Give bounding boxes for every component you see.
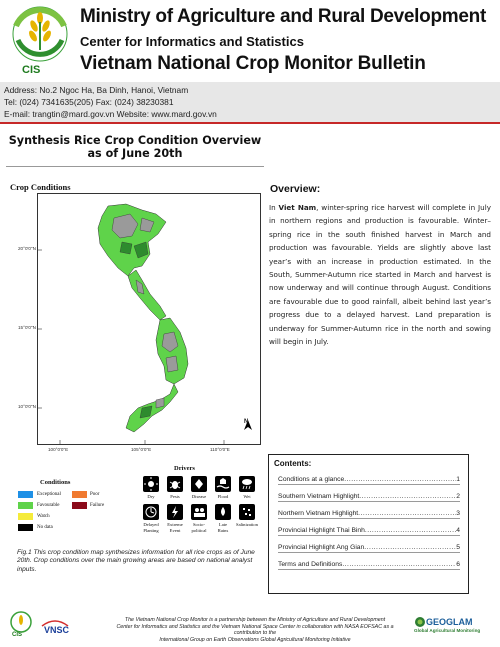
vietnam-map: [38, 194, 260, 444]
drivers-title: Drivers: [174, 465, 195, 472]
contents-item[interactable]: Conditions at a glance ..... 1: [278, 476, 460, 485]
contents-item[interactable]: Northern Vietnam Highlight ..... 3: [278, 510, 460, 519]
legend-swatch-nodata: [18, 524, 33, 531]
driver-label: Wet: [243, 494, 251, 499]
lon-label: 105°0'0"E: [131, 447, 152, 452]
lat-label: 20°0'0"N: [18, 246, 36, 251]
lat-label: 10°0'0"N: [18, 404, 36, 409]
ministry-title: Ministry of Agriculture and Rural Development: [80, 6, 486, 27]
phone-line: Tel: (024) 7341635(205) Fax: (024) 38230381: [4, 97, 174, 107]
driver-label: Extreme Event: [167, 522, 183, 533]
late-rains-icon: [215, 504, 231, 520]
disease-icon: [191, 476, 207, 492]
logo-text: CIS: [22, 64, 41, 76]
driver-label: Disease: [191, 494, 207, 499]
bulletin-title: Vietnam National Crop Monitor Bulletin: [80, 53, 426, 74]
overview-text: In Viet Nam, winter-spring rice harvest will complete in July in northern regions and production is favourable. Winter–spring rice in the south finished harvest in March and production was favourable. Yields are slightly above last year’s with an increase in production estimated. In the South, Summer-Autumn rice started in March and harvest is now underway and will continue through August. Conditions are favourable due to good rainfall, albeit behind last year’s progress due to a delayed harvest. Land preparation is underway for Summer-Autumn rice in the north and sowing will begin in July.: [269, 203, 491, 347]
legend-label: Exceptional: [37, 492, 61, 497]
socio-political-icon: [191, 504, 207, 520]
contents-title: Contents:: [274, 459, 312, 468]
footer-text: The Vietnam National Crop Monitor is a partnership between the Ministry of Agriculture and Rural Development Center for Informatics and Statistics and the Vietnam National Space Center in collaboration with NASA EOFSAC as a contribution to the International Group on Earth Observations Global Agricultural Monitoring Initiative: [116, 617, 394, 643]
flood-icon: [215, 476, 231, 492]
legend-swatch-watch: [18, 513, 33, 520]
legend-swatch-favourable: [18, 502, 33, 509]
lat-label: 15°0'0"N: [18, 325, 36, 330]
contents-item[interactable]: Southern Vietnam Highlight ..... 2: [278, 493, 460, 502]
figure-caption: Fig.1 This crop condition map synthesizes information for all rice crops as of June 20th. Crop conditions over the main growing areas are based on national analyst inputs.: [17, 549, 255, 573]
driver-label: Late Rains: [217, 522, 229, 533]
email-line: E-mail: trangtin@mard.gov.vn Website: www.mard.gov.vn: [4, 109, 217, 119]
contents-box: [268, 454, 469, 594]
lon-label: 100°0'0"E: [48, 447, 69, 452]
title-rule: [6, 166, 264, 167]
section-title: Synthesis Rice Crop Condition Overview as of June 20th: [8, 134, 262, 160]
north-arrow-label: N: [244, 419, 249, 425]
legend-swatch-exceptional: [18, 491, 33, 498]
legend-swatch-poor: [72, 491, 87, 498]
driver-label: Socio- political: [191, 522, 207, 533]
driver-label: Flood: [217, 494, 229, 499]
legend-title: Conditions: [40, 479, 71, 486]
header-divider: [0, 122, 500, 124]
pests-icon: [167, 476, 183, 492]
lon-label: 110°0'0"E: [210, 447, 230, 452]
extreme-event-icon: [167, 504, 183, 520]
driver-label: Salinization: [236, 522, 258, 527]
map-label: Crop Conditions: [10, 182, 71, 192]
center-title: Center for Informatics and Statistics: [80, 34, 304, 49]
legend-label: Poor: [90, 492, 100, 497]
legend-swatch-failure: [72, 502, 87, 509]
salinization-icon: [239, 504, 255, 520]
driver-label: Pests: [170, 494, 180, 499]
driver-label: Dry: [147, 494, 155, 499]
legend-label: Watch: [37, 514, 50, 519]
address-line: Address: No.2 Ngoc Ha, Ba Dinh, Hanoi, Vietnam: [4, 85, 189, 95]
vnsc-logo-text: VNSC: [44, 625, 70, 635]
contents-item[interactable]: Provincial Highlight Ang Gian ..... 5: [278, 544, 460, 553]
overview-title: Overview:: [270, 183, 321, 195]
legend-label: Failure: [90, 503, 105, 508]
cis-logo: [6, 4, 76, 76]
driver-label: Delayed Planting: [143, 522, 159, 533]
legend-label: No data: [37, 525, 53, 530]
crop-condition-map: [37, 193, 261, 445]
geoglam-logo: GEOGLAM Global Agricultural Monitoring: [414, 617, 481, 633]
wet-icon: [239, 476, 255, 492]
legend-label: Favourable: [37, 503, 60, 508]
delayed-planting-icon: [143, 504, 159, 520]
contents-item[interactable]: Terms and Definitions ..... 6: [278, 561, 460, 570]
dry-icon: [143, 476, 159, 492]
contents-item[interactable]: Provincial Highlight Thai Binh ..... 4: [278, 527, 460, 536]
footer-logo-text: CIS: [12, 632, 23, 638]
